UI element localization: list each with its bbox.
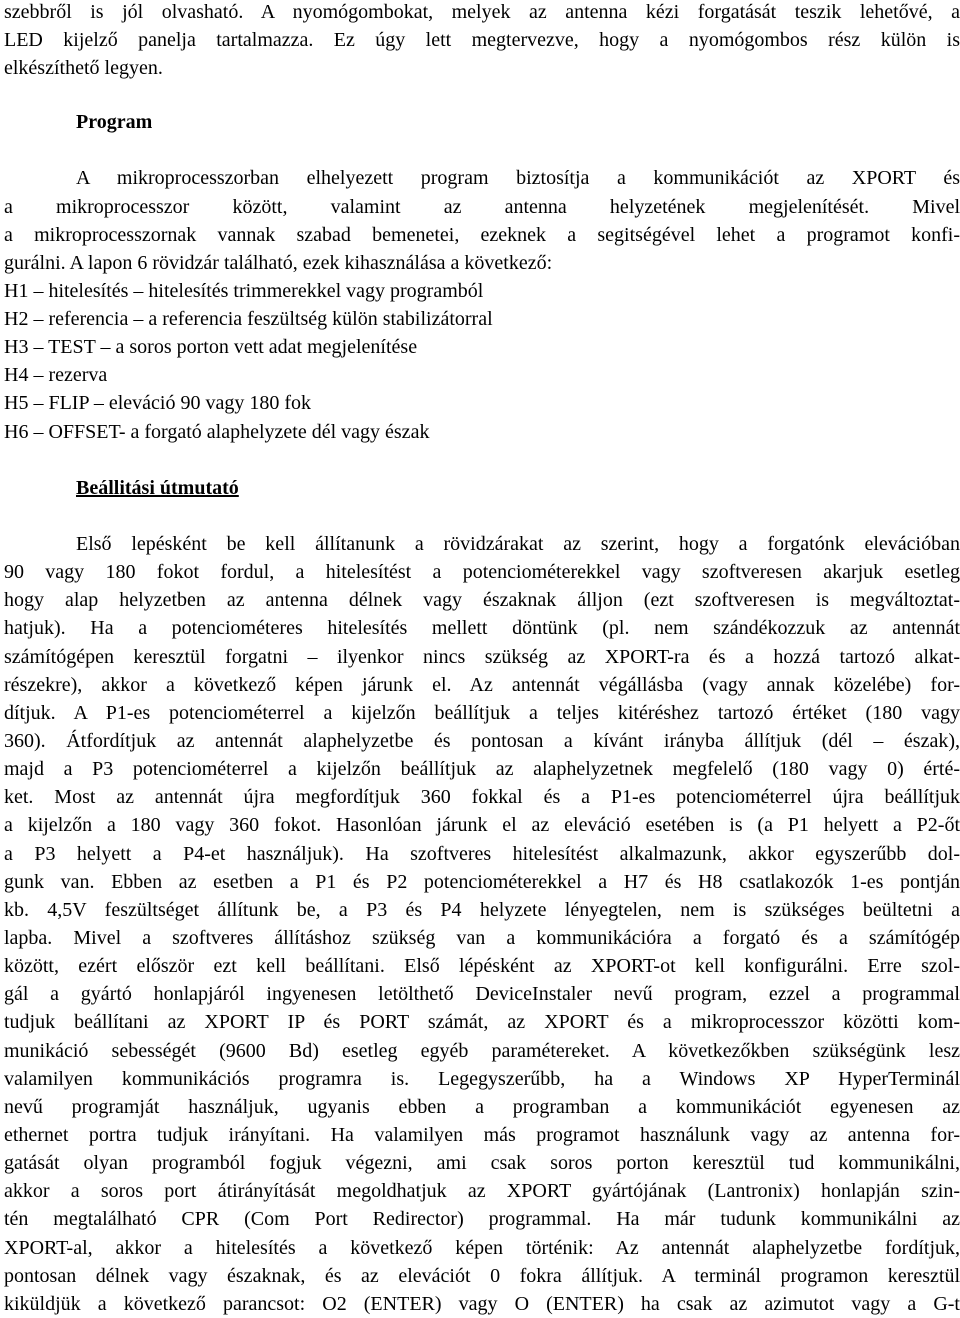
list-item: H1 – hitelesítés – hitelesítés trimmerekkel vagy programból [4, 280, 484, 302]
text-line: nevű programját használjuk, ugyanis ebben a programban a kommunikációt egyenesen az [4, 1096, 960, 1118]
list-item: H3 – TEST – a soros porton vett adat megjelenítése [4, 336, 418, 358]
list-item: H4 – rezerva [4, 364, 108, 386]
section-heading-setup: Beállitási útmutató [76, 477, 239, 499]
text-line: pontosan délnek vagy északnak, és az elevációt 0 fokra állítjuk. A terminál programon keresztül [4, 1265, 960, 1287]
text-line: Első lepésként be kell állítanunk a rövidzárakat az szerint, hogy a forgatónk elevációban [76, 533, 960, 555]
text-line: munikáció sebességét (9600 Bd) esetleg egyéb paramétereket. A következőkben szükségünk lesz [4, 1040, 960, 1062]
text-line: tén megtalálható CPR (Com Port Redirector) programmal. Ha már tudunk kommunikálni az [4, 1208, 960, 1230]
list-item: H2 – referencia – a referencia feszültség külön stabilizátorral [4, 308, 493, 330]
text-line: ethernet portra tudjuk irányítani. Ha valamilyen más programot használunk vagy az antenna for- [4, 1124, 960, 1146]
text-line: szebbről is jól olvasható. A nyomógombokat, melyek az antenna kézi forgatását teszik lehetővé, a [4, 1, 960, 23]
text-line: kiküldjük a következő parancsot: O2 (ENTER) vagy O (ENTER) ha csak az azimutot vagy a G-t [4, 1293, 960, 1315]
text-line: hatjuk). Ha a potenciométeres hitelesítés mellett döntünk (pl. nem szándékozzuk az antennát [4, 617, 960, 639]
text-line: majd a P3 potenciométerrel a kijelzőn beállítjuk az alaphelyzetnek megfelelő (180 vagy 0) érté- [4, 758, 960, 780]
text-line: számítógépen keresztül forgatni – ilyenkor nincs szükség az XPORT-ra és a hozzá tartozó alkat- [4, 646, 960, 668]
text-line: A mikroprocesszorban elhelyezett program biztosítja a kommunikációt az XPORT és [76, 167, 960, 189]
text-line: hogy alap helyzetben az antenna délnek vagy északnak álljon (ezt szoftveresen is megváltoztat- [4, 589, 960, 611]
text-line: kb. 4,5V feszültséget állítunk be, a P3 és P4 helyzete lényegtelen, nem is szükséges beültetni a [4, 899, 960, 921]
text-line: részekre), akkor a következő képen járunk el. Az antennát végállásba (vagy annak közelébe) for- [4, 674, 960, 696]
text-line: XPORT-al, akkor a hitelesítés a következő képen történik: Az antennát alaphelyzetbe fordítjuk, [4, 1237, 960, 1259]
text-line: gurálni. A lapon 6 rövidzár található, ezek kihasználása a következő: [4, 252, 553, 274]
text-line: 90 vagy 180 fokot fordul, a hitelesítést a potenciométerekkel vagy szoftveresen akarjuk esetleg [4, 561, 960, 583]
text-line: ket. Most az antennát újra megfordítjuk 360 fokkal és a P1-es potenciométerrel újra beállítjuk [4, 786, 960, 808]
text-line: a P3 helyett a P4-et használjuk). Ha szoftveres hitelesítést alkalmazunk, akkor egyszerűbb dol- [4, 843, 960, 865]
text-line: a mikroprocesszornak vannak szabad bemenetei, ezeknek a segitségével lehet a programot konfi- [4, 224, 960, 246]
section-heading-program: Program [76, 111, 153, 133]
text-line: között, ezért először ezt kell beállítani. Első lépésként az XPORT-ot kell konfigurálni. Erre szol- [4, 955, 960, 977]
text-line: akkor a soros port átirányítását megoldhatjuk az XPORT gyártójának (Lantronix) honlapján szin- [4, 1180, 960, 1202]
text-line: tudjuk beállítani az XPORT IP és PORT számát, az XPORT és a mikroprocesszor közötti kom- [4, 1011, 960, 1033]
text-line: 360). Átfordítjuk az antennát alaphelyzetbe és pontosan a kívánt irányba állítjuk (dél – észak), [4, 730, 960, 752]
list-item: H6 – OFFSET- a forgató alaphelyzete dél vagy észak [4, 421, 430, 443]
text-line: valamilyen kommunikációs programra is. Legegyszerűbb, ha a Windows XP HyperTerminál [4, 1068, 960, 1090]
text-line: a mikroprocesszor között, valamint az antenna helyzetének megjelenítését. Mivel [4, 196, 960, 218]
text-line: a kijelzőn a 180 vagy 360 fokot. Hasonlóan járunk el az eleváció esetében is (a P1 helyett a P2-őt [4, 814, 960, 836]
text-line: elkészíthető legyen. [4, 57, 163, 79]
text-line: LED kijelző panelja tartalmazza. Ez úgy lett megtervezve, hogy a nyomógombos rész külön is [4, 29, 960, 51]
list-item: H5 – FLIP – eleváció 90 vagy 180 fok [4, 392, 311, 414]
text-line: dítjuk. A P1-es potenciométerrel a kijelzőn beállítjuk a teljes kitéréshez tartozó értéket (180 vagy [4, 702, 960, 724]
text-line: gatását olyan programból fogjuk végezni, ami csak soros porton keresztül tud kommunikálni, [4, 1152, 960, 1174]
text-line: gál a gyártó honlapjáról ingyenesen letölthető DeviceInstaler nevű program, ezzel a programmal [4, 983, 960, 1005]
text-line: gunk van. Ebben az esetben a P1 és P2 potenciométerekkel a H7 és H8 csatlakozók 1-es pontján [4, 871, 960, 893]
text-line: lapba. Mivel a szoftveres állításhoz szükség van a kommunikációra a forgató és a számítógép [4, 927, 960, 949]
